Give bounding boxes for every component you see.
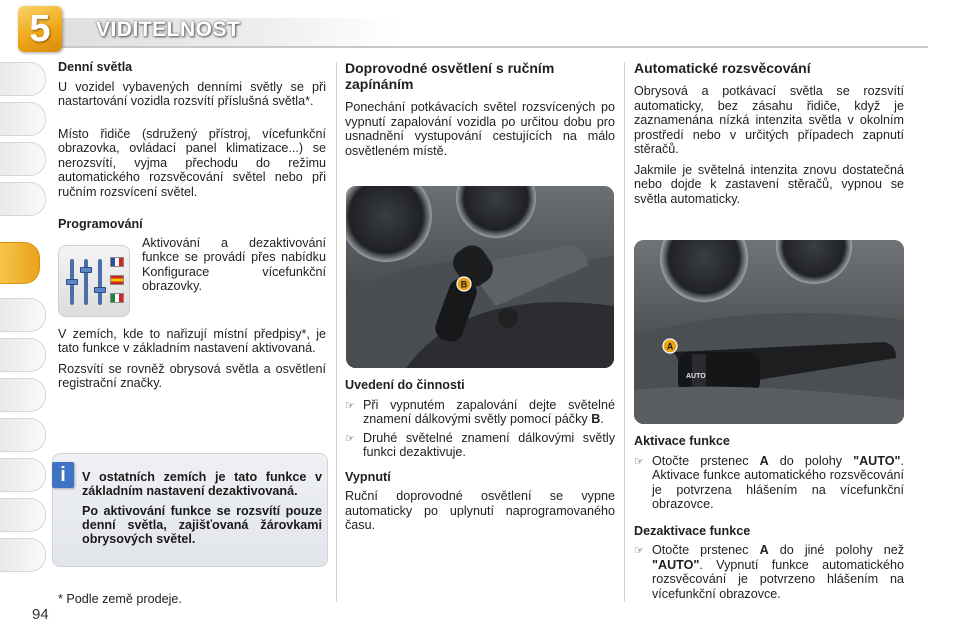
paragraph: Ponechání potkávacích světel rozsvícených po vypnutí zapalování vozidla po určitou dobu pro usnadnění vystupování cestujících na málo osvětleném místě. [345,100,615,158]
label-badge-b [457,277,471,291]
chapter-tab[interactable] [0,142,46,176]
pointing-finger-icon: ☞ [634,455,644,468]
svg-text:B: B [460,279,468,290]
chapter-tab[interactable] [0,458,46,492]
chapter-tab[interactable] [0,298,46,332]
section-heading-activation-auto: Aktivace funkce [634,434,730,448]
chapter-badge [18,6,62,52]
section-heading-follow-me: Doprovodné osvětlení s ručním zapínáním [345,60,555,92]
paragraph: Místo řidiče (sdružený přístroj, vícefunkční obrazovka, ovládací panel klimatizace...) se nerozsvítí, vyjma přechodu do režimu automatického rozsvěcování světel nebo při ručním rozsvícení světel. [58,126,326,199]
chapter-tab[interactable] [0,62,46,96]
label-badge-a [663,339,677,353]
section-heading-auto-lights: Automatické rozsvěcování [634,60,811,76]
chapter-tab[interactable] [0,338,46,372]
svg-text:A: A [666,341,674,352]
chapter-tab[interactable] [0,102,46,136]
page-number: 94 [32,606,49,623]
info-paragraph: V ostatních zemích je tato funkce v základním nastavení dezaktivovaná. [82,470,322,498]
light-stalk-illustration [634,240,904,424]
column-divider [624,62,625,602]
chapter-tab[interactable] [0,538,46,572]
paragraph: U vozidel vybavených denními světly se při nastartování vozidla rozsvítí příslušná světla*. [58,79,326,108]
programming-row [58,237,326,317]
right-column [634,60,904,212]
paragraph: V zemích, kde to nařizují místní předpisy*, je tato funkce v základním nastavení aktivovaná. [58,326,326,355]
svg-text:AUTO: AUTO [686,373,706,380]
info-text [82,470,322,552]
info-icon: i [52,462,74,488]
steering-stalk-illustration [346,186,614,368]
chapter-tab[interactable] [0,498,46,532]
page-title: VIDITELNOST [96,18,241,41]
paragraph: Jakmile je světelná intenzita znovu dostatečná nebo dojde k zastavení stěračů, vypnou se světla automaticky. [634,162,904,206]
footnote: * Podle země prodeje. [58,592,182,606]
list-item: ☞ Druhé světelné znamení dálkovými světly funkci dezaktivuje. [345,430,615,459]
list-item: ☞ Otočte prstenec A do polohy "AUTO". Aktivace funkce automatického rozsvěcování je potvrzena hlášením na vícefunkční obrazovce. [634,453,904,511]
column-divider [336,62,337,602]
info-paragraph: Po aktivování funkce se rozsvítí pouze denní světla, zajišťovaná žárovkami obrysových světel. [82,504,322,546]
stalk-photo-b [346,186,614,368]
settings-sliders-icon [58,245,130,317]
pointing-finger-icon: ☞ [634,545,644,557]
section-heading-deactivation-auto: Dezaktivace funkce [634,523,751,538]
pointing-finger-icon: ☞ [345,399,355,412]
chapter-tab[interactable] [0,182,46,216]
section-heading-activation: Uvedení do činnosti [345,378,465,392]
section-heading-programming: Programování [58,217,143,231]
chapter-tabs [0,62,46,582]
paragraph: Aktivování a dezaktivování funkce se provádí přes nabídku Konfigurace vícefunkční obrazovky. [142,235,326,293]
right-column-lower [634,434,904,605]
left-column [58,60,326,397]
section-heading-daylights: Denní světla [58,60,133,74]
chapter-tab[interactable] [0,378,46,412]
list-item: ☞ Otočte prstenec A do jiné polohy než "AUTO". Vypnutí funkce automatického rozsvěcování je potvrzeno hlášením na vícefunkční obrazovce. [634,543,904,601]
paragraph: Obrysová a potkávací světla se rozsvítí automaticky, bez zásahu řidiče, když je zaznamenána nízká intenzita světla v okolním prostředí nebo v určitých případech zapnutí stěračů. [634,84,904,156]
section-heading-off: Vypnutí [345,469,391,484]
chapter-tab[interactable] [0,418,46,452]
pointing-finger-icon: ☞ [345,432,355,445]
middle-column-lower [345,378,615,539]
chapter-tab-active[interactable] [0,242,40,284]
paragraph: Rozsvítí se rovněž obrysová světla a osvětlení registrační značky. [58,361,326,390]
middle-column [345,60,615,164]
list-item: ☞ Při vypnutém zapalování dejte světelné znamení dálkovými světly pomocí páčky B. [345,397,615,426]
paragraph: Ruční doprovodné osvětlení se vypne automaticky po uplynutí naprogramovaného času. [345,489,615,532]
stalk-photo-a [634,240,904,424]
header-rule [58,46,928,48]
chapter-number: 5 [29,8,51,50]
